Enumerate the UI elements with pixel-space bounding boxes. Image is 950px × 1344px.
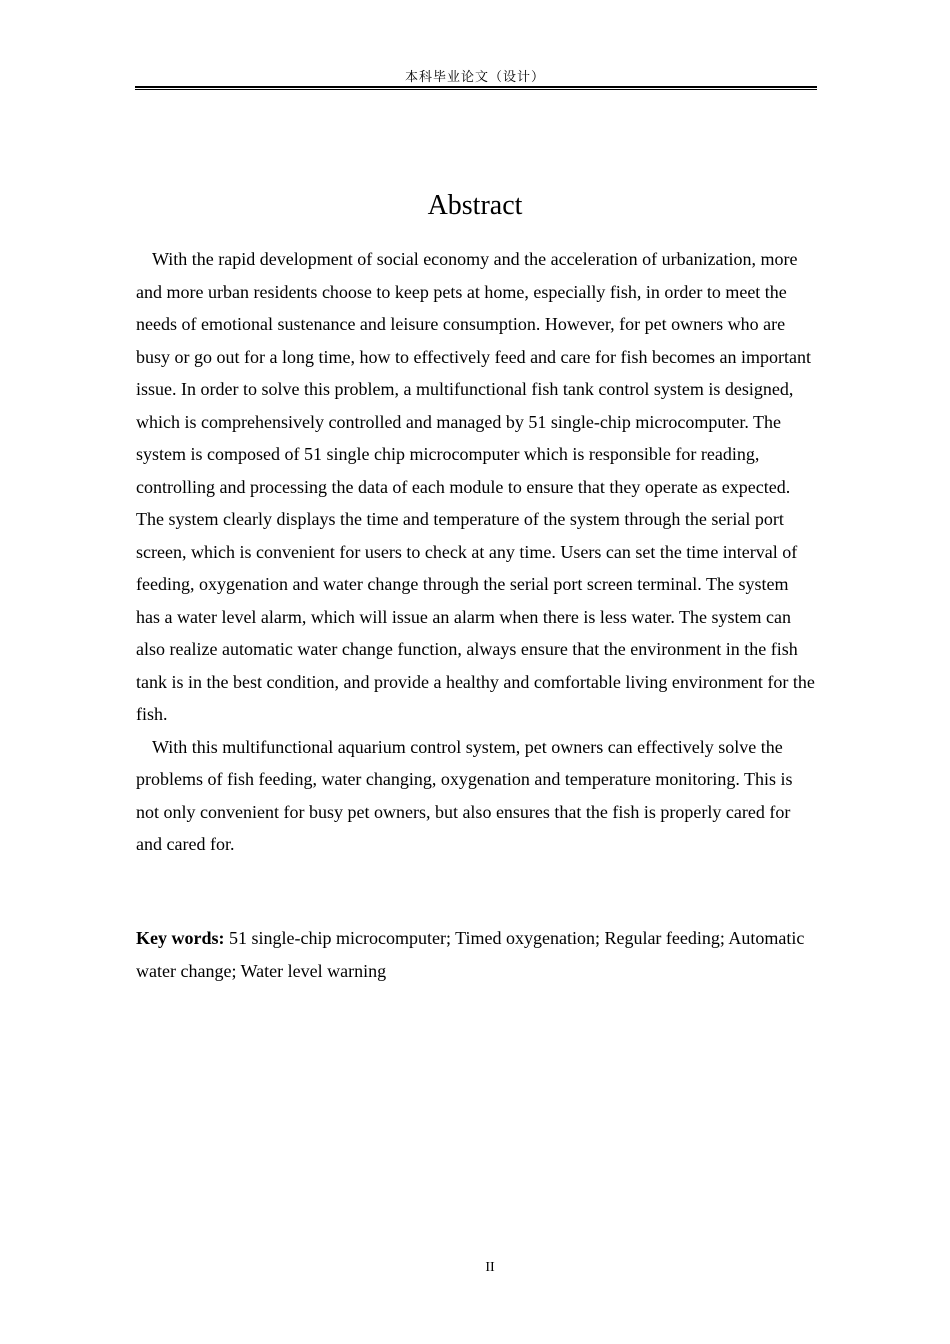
header-rule — [135, 86, 817, 88]
abstract-body — [136, 243, 816, 861]
abstract-paragraph-2: With this multifunctional aquarium control system, pet owners can effectively solve the problems of fish feeding, water changing, oxygenation and temperature monitoring. This is not only convenient for busy pet owners, but also ensures that the fish is properly cared for and cared for. — [136, 736, 793, 854]
abstract-paragraph-1: With the rapid development of social economy and the acceleration of urbanization, more and more urban residents choose to keep pets at home, especially fish, in order to meet the needs of emotional sustenance and leisure consumption. However, for pet owners who are busy or go out for a long time, how to effectively feed and care for fish becomes an important issue. In order to solve this problem, a multifunctional fish tank control system is designed, which is comprehensively controlled and managed by 51 single-chip microcomputer. The system is composed of 51 single chip microcomputer which is responsible for reading, controlling and processing the data of each module to ensure that they operate as expected. The system clearly displays the time and temperature of the system through the serial port screen, which is convenient for users to check at any time. Users can set the time interval of feeding, oxygenation and water change through the serial port screen terminal. The system has a water level alarm, which will issue an alarm when there is less water. The system can also realize automatic water change function, always ensure that the environment in the fish tank is in the best condition, and provide a healthy and comfortable living environment for the fish. — [136, 249, 815, 724]
abstract-title: Abstract — [427, 190, 523, 221]
keywords-block — [136, 922, 816, 987]
page-number: II — [485, 1260, 495, 1275]
keywords-label: Key words: — [136, 928, 225, 948]
keywords-text: 51 single-chip microcomputer; Timed oxygenation; Regular feeding; Automatic water change; Water level warning — [136, 928, 805, 981]
header-rule-thin — [135, 89, 817, 90]
running-header: 本科毕业论文（设计） — [404, 70, 545, 85]
